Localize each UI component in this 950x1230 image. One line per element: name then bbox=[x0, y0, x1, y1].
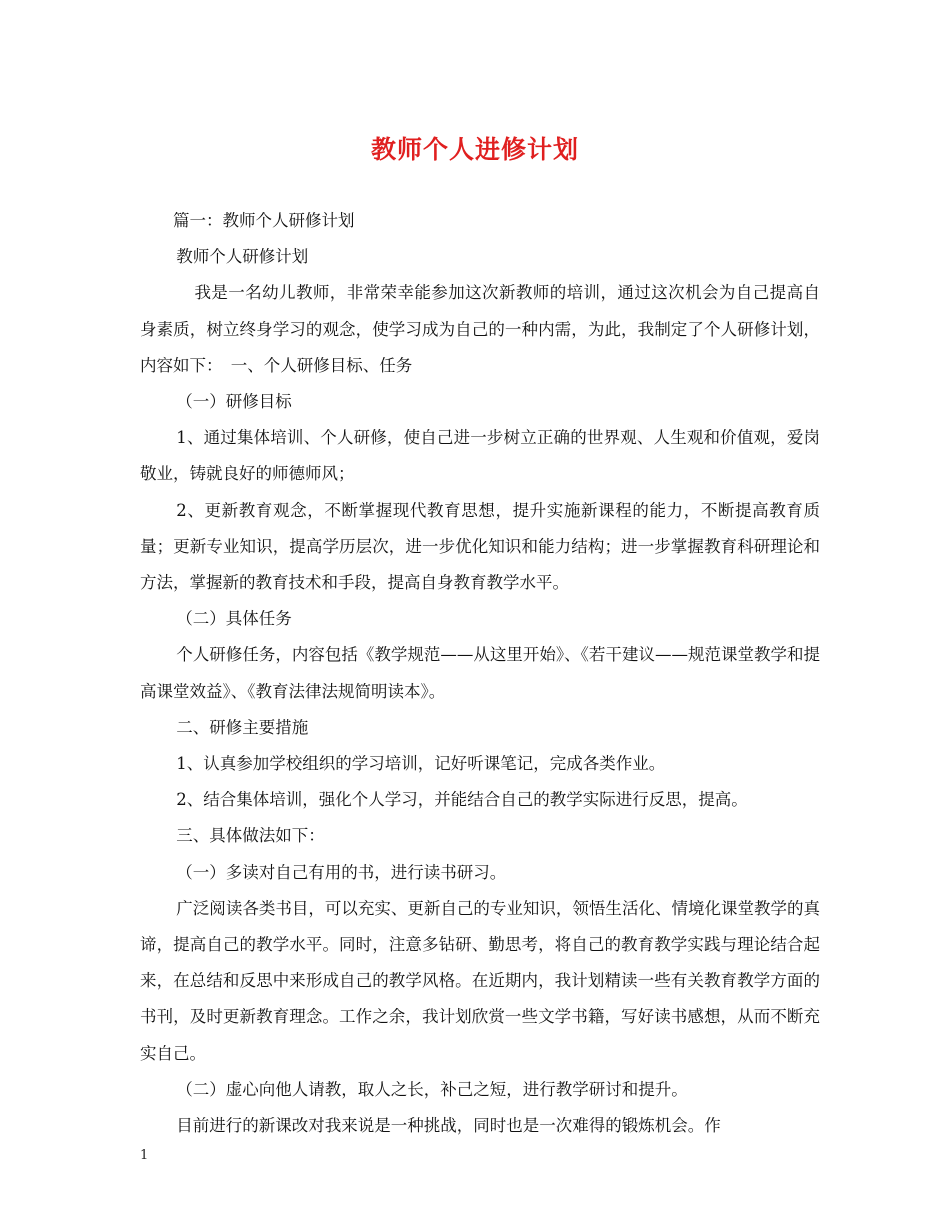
paragraph-section-heading: 篇一：教师个人研修计划 bbox=[173, 211, 355, 230]
paragraph-goal-2: 2、更新教育观念，不断掌握现代教育思想，提升实施新课程的能力，不断提高教育质量；更新专业知识，提高学历层次，进一步优化知识和能力结构；进一步掌握教育科研理论和方法，掌握新的教育技术和手段，提高自身教育教学水平。 bbox=[140, 500, 820, 593]
paragraph-intro: 我是一名幼儿教师，非常荣幸能参加这次新教师的培训，通过这次机会为自己提高自身素质，树立终身学习的观念，使学习成为自己的一种内需，为此，我制定了个人研修计划，内容如下： 一、个人研修目标、任务 bbox=[140, 283, 820, 375]
paragraph-tasks: 个人研修任务，内容包括《教学规范——从这里开始》、《若干建议——规范课堂教学和提高课堂效益》、《教育法律法规简明读本》。 bbox=[140, 645, 820, 701]
paragraph-method-2-body: 目前进行的新课改对我来说是一种挑战，同时也是一次难得的锻炼机会。作 bbox=[176, 1116, 721, 1136]
document-title: 教师个人进修计划 bbox=[370, 135, 579, 164]
paragraph-heading-tasks: （二）具体任务 bbox=[176, 609, 292, 629]
paragraph-method-1-heading: （一）多读对自己有用的书，进行读书研习。 bbox=[176, 862, 507, 882]
paragraph-method-2-heading: （二）虚心向他人请教，取人之长，补己之短，进行教学研讨和提升。 bbox=[176, 1079, 688, 1099]
page-number: 1 bbox=[140, 1148, 149, 1163]
paragraph-measure-1: 1、认真参加学校组织的学习培训，记好听课笔记，完成各类作业。 bbox=[176, 754, 666, 774]
paragraph-heading-measures: 二、研修主要措施 bbox=[176, 717, 309, 737]
paragraph-subtitle: 教师个人研修计划 bbox=[176, 247, 309, 267]
document-body bbox=[140, 203, 820, 1144]
paragraph-measure-2: 2、结合集体培训，强化个人学习，并能结合自己的教学实际进行反思，提高。 bbox=[176, 790, 748, 810]
paragraph-heading-goals: （一）研修目标 bbox=[176, 392, 292, 412]
paragraph-goal-1: 1、通过集体培训、个人研修，使自己进一步树立正确的世界观、人生观和价值观，爱岗敬业，铸就良好的师德师风； bbox=[140, 428, 820, 484]
paragraph-heading-methods: 三、具体做法如下： bbox=[176, 826, 325, 846]
paragraph-method-1-body: 广泛阅读各类书目，可以充实、更新自己的专业知识，领悟生活化、情境化课堂教学的真谛，提高自己的教学水平。同时，注意多钻研、勤思考，将自己的教育教学实践与理论结合起来，在总结和反思中来形成自己的教学风格。在近期内，我计划精读一些有关教育教学方面的书刊，及时更新教育理念。工作之余，我计划欣赏一些文学书籍，写好读书感想，从而不断充实自己。 bbox=[140, 898, 820, 1063]
